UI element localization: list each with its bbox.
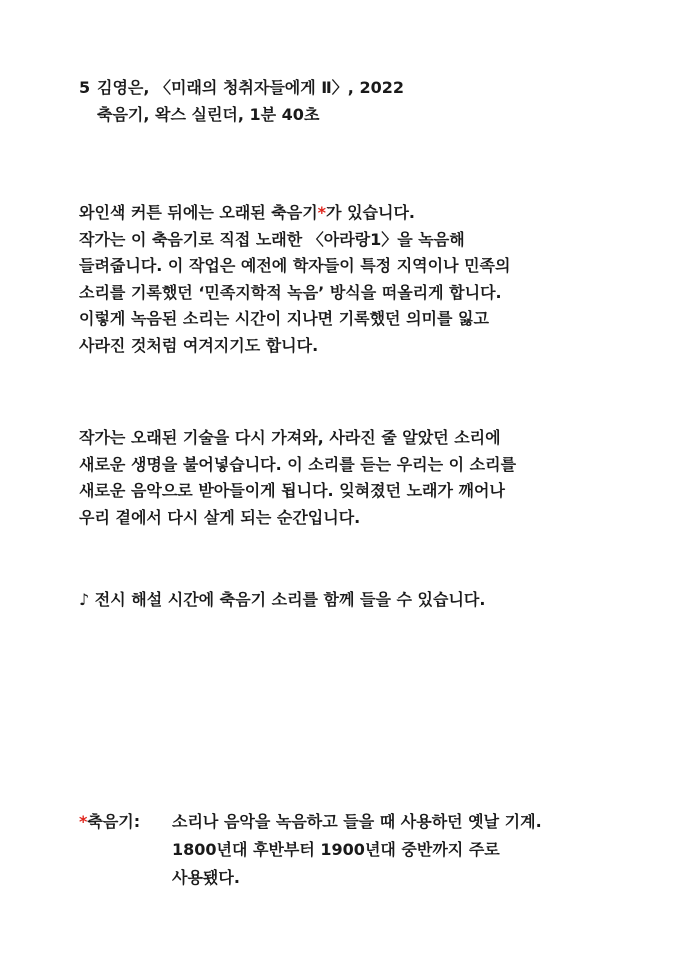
artwork-caption [79,74,404,128]
footnote-star: * [79,812,88,831]
paragraph-2-line-3: 새로운 음악으로 받아들이게 됩니다. 잊혀졌던 노래가 깨어나 [79,481,505,500]
caption-title: 김영은, 〈미래의 청취자들에게 Ⅱ〉, 2022 [97,78,404,97]
paragraph-1-line-1-tail: 가 있습니다. [326,203,415,222]
paragraph-3 [79,587,485,614]
paragraph-2-line-2: 새로운 생명을 불어넣습니다. 이 소리를 듣는 우리는 이 소리를 [79,454,517,474]
paragraph-1-line-1-text: 와인색 커튼 뒤에는 오래된 축음기 [79,203,318,222]
footnote-term [79,808,140,836]
paragraph-1-line-6: 사라진 것처럼 여겨지기도 합니다. [79,335,319,355]
paragraph-2-line-4: 우리 곁에서 다시 살게 되는 순간입니다. [79,507,361,527]
paragraph-1-line-3: 들려줍니다. 이 작업은 예전에 학자들이 특정 지역이나 민족의 [79,256,511,275]
footnote-definition [172,808,652,892]
caption-line-1 [79,74,404,101]
footnote-star-marker: * [317,203,327,222]
paragraph-2-line-1: 작가는 오래된 기술을 다시 가져와, 사라진 줄 알았던 소리에 [79,428,501,447]
footnote-line-3: 사용됐다. [172,868,240,887]
audio-guide-note: ♪ 전시 해설 시간에 축음기 소리를 함께 들을 수 있습니다. [79,590,486,609]
paragraph-1-line-5: 이렇게 녹음된 소리는 시간이 지나면 기록했던 의미를 잃고 [79,309,489,328]
caption-number: 5 [79,78,91,97]
caption-line-2: 축음기, 왁스 실린더, 1분 40초 [97,105,320,124]
paragraph-1-line-1 [79,200,510,227]
footnote-line-2: 1800년대 후반부터 1900년대 중반까지 주로 [172,840,500,859]
paragraph-1-line-4: 소리를 기록했던 ‘민족지학적 녹음’ 방식을 떠올리게 합니다. [79,282,502,302]
paragraph-2 [79,425,516,531]
paragraph-1 [79,200,510,359]
footnote-line-1: 소리나 음악을 녹음하고 들을 때 사용하던 옛날 기계. [172,812,542,831]
footnote-term-label: 축음기: [87,812,141,831]
paragraph-1-line-2: 작가는 이 축음기로 직접 노래한 〈아라랑1〉을 녹음해 [79,229,465,249]
